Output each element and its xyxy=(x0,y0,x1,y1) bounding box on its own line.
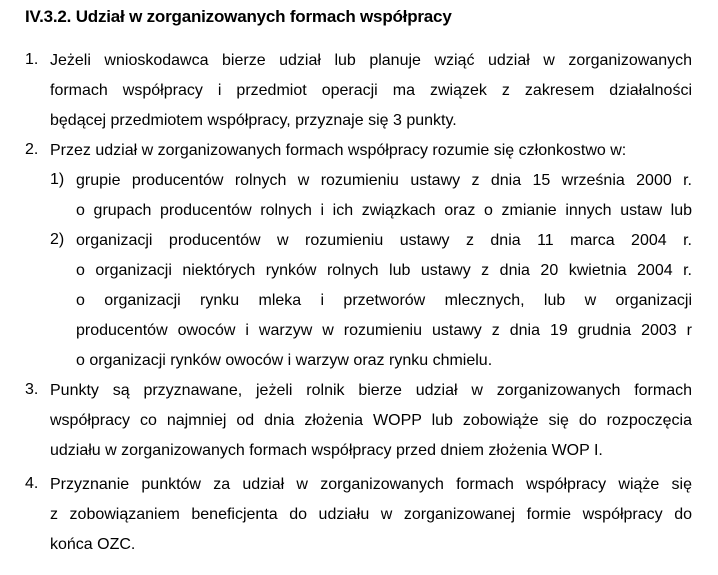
section-title: IV.3.2. Udział w zorganizowanych formach współpracy xyxy=(25,7,452,26)
item-number: 1. xyxy=(25,51,39,68)
sub-item-2-line-2: o organizacji niektórych rynków rolnych lub ustawy z dnia 20 kwietnia 2004 r. xyxy=(76,262,692,279)
item-4-line-1: Przyznanie punktów za udział w zorganizowanych formach współpracy wiąże się xyxy=(50,476,692,493)
item-number: 2. xyxy=(25,141,39,158)
item-number: 3. xyxy=(25,381,39,398)
sub-item-number: 1) xyxy=(50,171,65,188)
item-2-line-1: Przez udział w zorganizowanych formach współpracy rozumie się członkostwo w: xyxy=(50,142,627,159)
sub-item-number: 2) xyxy=(50,231,65,248)
item-3-line-1: Punkty są przyznawane, jeżeli rolnik bierze udział w zorganizowanych formach xyxy=(50,382,692,399)
sub-item-1-line-1: grupie producentów rolnych w rozumieniu ustawy z dnia 15 września 2000 r. xyxy=(76,172,692,189)
sub-item-2-line-4: producentów owoców i warzyw w rozumieniu ustawy z dnia 19 grudnia 2003 r xyxy=(76,322,692,339)
item-4-line-2: z zobowiązaniem beneficjenta do udziału w zorganizowanej formie współpracy do xyxy=(50,506,692,523)
item-1-line-3: będącej przedmiotem współpracy, przyznaje się 3 punkty. xyxy=(50,112,457,129)
sub-item-2-line-1: organizacji producentów w rozumieniu ustawy z dnia 11 marca 2004 r. xyxy=(76,232,692,249)
item-number: 4. xyxy=(25,475,39,492)
item-1-line-1: Jeżeli wnioskodawca bierze udział lub planuje wziąć udział w zorganizowanych xyxy=(50,52,692,69)
item-3-line-3: udziału w zorganizowanych formach współpracy przed dniem złożenia WOP I. xyxy=(50,442,603,459)
item-3-line-2: współpracy co najmniej od dnia złożenia WOPP lub zobowiąże się do rozpoczęcia xyxy=(50,412,692,429)
item-4-line-3: końca OZC. xyxy=(50,536,136,553)
sub-item-1-line-2: o grupach producentów rolnych i ich związkach oraz o zmianie innych ustaw lub xyxy=(76,202,692,219)
item-1-line-2: formach współpracy i przedmiot operacji ma związek z zakresem działalności xyxy=(50,82,692,99)
sub-item-2-line-3: o organizacji rynku mleka i przetworów mlecznych, lub w organizacji xyxy=(76,292,692,309)
sub-item-2-line-5: o organizacji rynków owoców i warzyw oraz rynku chmielu. xyxy=(76,352,493,369)
